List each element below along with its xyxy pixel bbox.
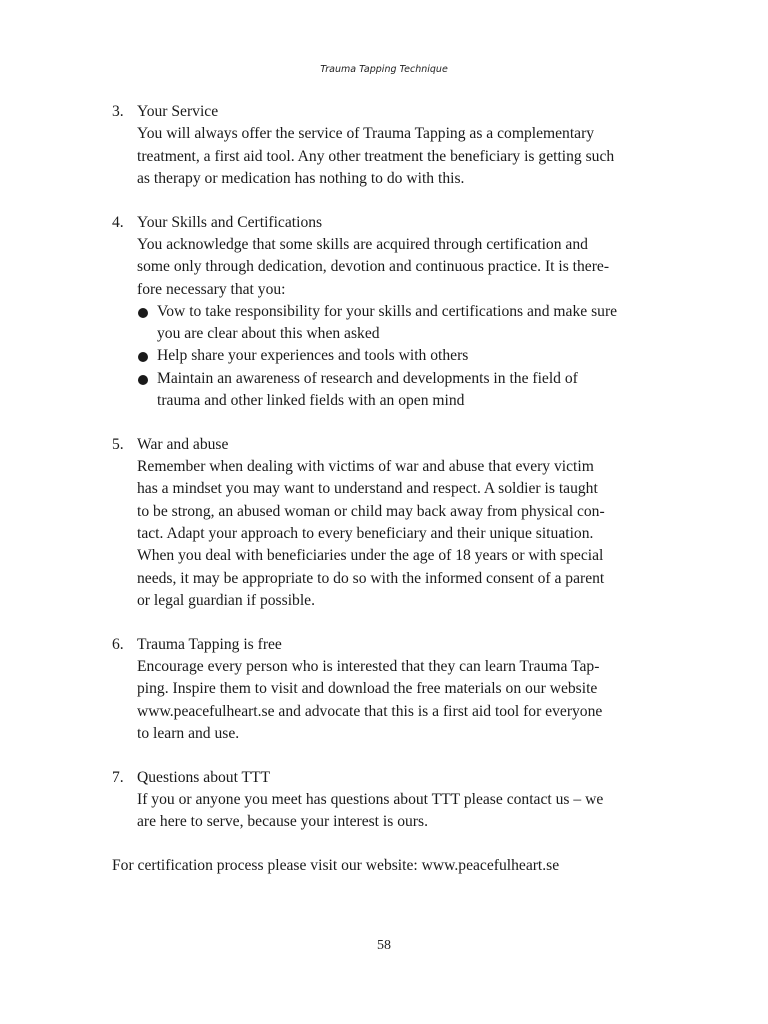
paragraph-line: treatment, a first aid tool. Any other treatment the beneficiary is getting such: [137, 147, 615, 165]
paragraph-line: are here to serve, because your interest is ours.: [137, 813, 428, 831]
item-title: Your Service: [137, 103, 219, 120]
bullet-icon: [138, 308, 148, 318]
paragraph-line: some only through dedication, devotion and continuous practice. It is there-: [137, 258, 610, 276]
paragraph-line: ping. Inspire them to visit and download the free materials on our website: [137, 680, 598, 698]
item-number: 7.: [112, 768, 124, 786]
bullet-item: [137, 301, 672, 346]
item-title: Questions about TTT: [137, 768, 271, 786]
paragraph-line: www.peacefulheart.se and advocate that this is a first aid tool for everyone: [137, 702, 603, 720]
item-number: 4.: [112, 213, 124, 231]
list-item-tapping-free: [112, 634, 672, 745]
list-item-war-abuse: [112, 434, 672, 612]
paragraph-line: has a mindset you may want to understand and respect. A soldier is taught: [137, 480, 598, 498]
bullet-item: [137, 345, 672, 367]
closing-note: For certification process please visit our website: www.peacefulheart.se: [112, 857, 560, 875]
bullet-line: Help share your experiences and tools with others: [157, 347, 469, 365]
bullet-item: [137, 368, 672, 413]
paragraph-line: Encourage every person who is interested that they can learn Trauma Tap-: [137, 658, 600, 676]
bullet-icon: [138, 375, 148, 385]
paragraph-line: When you deal with beneficiaries under the age of 18 years or with special: [137, 547, 604, 565]
item-title: War and abuse: [137, 435, 229, 453]
item-title: Trauma Tapping is free: [137, 635, 282, 653]
paragraph-line: tact. Adapt your approach to every beneficiary and their unique situation.: [137, 525, 594, 543]
page-number: 58: [377, 938, 391, 953]
page-body: [112, 101, 672, 877]
item-title: Your Skills and Certifications: [137, 213, 323, 231]
item-number: 6.: [112, 635, 124, 653]
paragraph-line: You acknowledge that some skills are acquired through certification and: [137, 235, 588, 253]
paragraph-line: as therapy or medication has nothing to do with this.: [137, 169, 465, 187]
bullet-line: Maintain an awareness of research and developments in the field of: [157, 369, 578, 387]
item-number: 3.: [112, 103, 124, 120]
running-header: Trauma Tapping Technique: [320, 64, 448, 75]
paragraph-line: needs, it may be appropriate to do so with the informed consent of a parent: [137, 569, 605, 587]
bullet-icon: [138, 352, 148, 362]
paragraph-line: or legal guardian if possible.: [137, 591, 315, 609]
paragraph-line: to be strong, an abused woman or child may back away from physical con-: [137, 502, 605, 520]
item-number: 5.: [112, 435, 124, 453]
bullet-list: [137, 301, 672, 412]
paragraph-line: Remember when dealing with victims of war and abuse that every victim: [137, 458, 594, 476]
list-item-your-service: [112, 101, 672, 190]
bullet-line: Vow to take responsibility for your skills and certifications and make sure: [157, 302, 618, 320]
list-item-skills-certifications: [112, 212, 672, 413]
paragraph-line: fore necessary that you:: [137, 280, 286, 298]
paragraph-line: to learn and use.: [137, 724, 240, 742]
list-item-questions: [112, 767, 672, 834]
paragraph-line: If you or anyone you meet has questions about TTT please contact us – we: [137, 791, 604, 809]
bullet-line: trauma and other linked fields with an open mind: [157, 392, 465, 410]
paragraph-line: You will always offer the service of Trauma Tapping as a complementary: [137, 125, 595, 143]
bullet-line: you are clear about this when asked: [157, 325, 380, 343]
